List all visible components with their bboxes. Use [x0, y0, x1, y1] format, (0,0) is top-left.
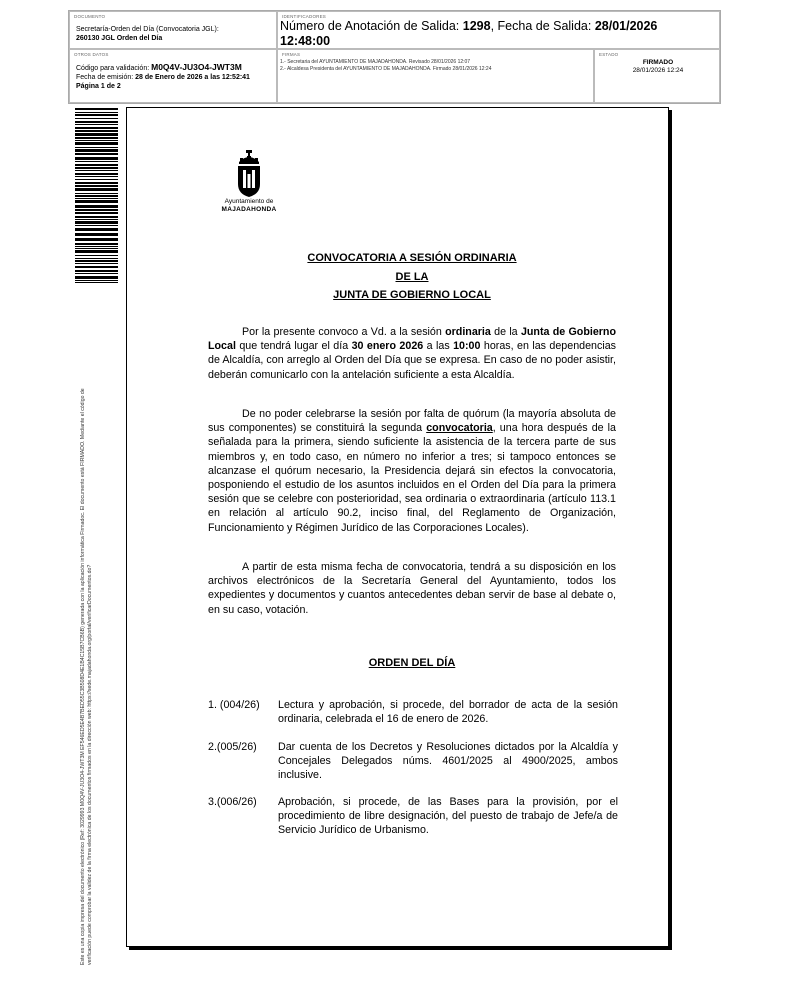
p1-text-e: que tendrá lugar el día [235, 340, 352, 353]
agenda-item-text: Lectura y aprobación, si procede, del borrador de acta de la sesión ordinaria, celebrada el 16 de enero de 2026. [278, 699, 618, 726]
anotacion-hora: 12:48:00 [280, 34, 331, 48]
p1-bold-junta: Junta de Gobierno Local [208, 326, 616, 353]
paragraph-1 [208, 325, 616, 382]
identificadores-cell [277, 11, 720, 49]
document-metadata-header [68, 10, 721, 104]
title-line3: JUNTA DE GOBIERNO LOCAL [333, 289, 491, 301]
anotacion-salida [280, 19, 700, 49]
codigo-value: M0Q4V-JU3O4-JWT3M [151, 62, 242, 72]
logo-line2: MAJADAHONDA [221, 205, 277, 213]
estado-value: FIRMADO [642, 59, 674, 66]
anotacion-fecha: 28/01/2026 [594, 19, 658, 33]
otros-datos-cell [69, 49, 277, 103]
p2-text-a: De no poder celebrarse la sesión por falta de quórum (la mayoría absoluta de sus componentes) se constituirá la segunda [208, 408, 616, 435]
estado-fecha: 28/01/2026 12:24 [632, 67, 684, 74]
p2-text-c: , una hora después de la señalada para la primera, siendo suficiente la asistencia de la tercera parte de sus miembros y, en todo caso, en número no inferior a tres; si tampoco entonces se alcanzase el quórum necesario, la Presidencia dejará sin efectos la convocatoria, posponiendo el estudio de los asuntos incluidos en el Orden del Día para la primera sesión que se celebre con posterioridad, sea ordinaria o extraordinaria (artículo 113.1 en relación al artículo 90.2, inciso final, del Reglamento de Organización, Funcionamiento y Régimen Jurídico de las Corporaciones Locales). [208, 422, 616, 534]
p1-bold-ordinaria: ordinaria [445, 326, 491, 338]
fecha-emision-label: Fecha de emisión: [76, 74, 136, 81]
codigo-validacion [76, 63, 242, 73]
paragraph-2 [208, 407, 616, 535]
agenda-item-number: 1. (004/26) [208, 699, 260, 711]
p2-bold-convocatoria: convocatoria [426, 422, 493, 435]
side-note-line1: Este es una copia impresa del documento electrónico (Ref: 3029993 M0Q4V-JU3O4-JWT3M EF546ED5E4B7BED55C3B508D4E1B4C15B7CB6B) generada con la aplicación informática Firmadoc. El documento está FIRMADO. Mediante el código de [80, 388, 86, 965]
agenda-item-number: 3.(006/26) [208, 796, 257, 808]
title-line2: DE LA [395, 270, 429, 283]
side-note-line2: verificación puede comprobar la validez de la firma electrónica de los documentos firmados en la dirección web: https://sede.majadahonda.org/portal/verificarDocumentos.do? [87, 564, 93, 965]
paragraph-3: A partir de esta misma fecha de convocatoria, tendrá a su disposición en los archivos electrónicos de la Secretaría General del Ayuntamiento, todos los expedientes y documentos y cuantos antecedentes deban servir de base al debate o, en su caso, votación. [208, 561, 616, 616]
p1-text-i: horas, en las dependencias de Alcaldía, con arreglo al Orden del Día que se expresa. En caso de no poder asistir, deberán comunicarlo con la antelación suficiente a esta Alcaldía. [208, 340, 616, 381]
estado-caption: ESTADO [599, 52, 619, 57]
barcode-icon [75, 108, 118, 283]
otros-caption: OTROS DATOS [74, 52, 109, 57]
firma-1: 1.- Secretaria del AYUNTAMIENTO DE MAJADAHONDA. Revisado 28/01/2026 12:07 [280, 59, 471, 65]
agenda-item-text: Dar cuenta de los Decretos y Resoluciones dictados por la Alcaldía y Concejales Delegados núms. 4601/2025 al 4900/2025, ambos inclusive. [278, 741, 618, 782]
anotacion-num: 1298 [462, 19, 491, 33]
coat-of-arms-icon [234, 150, 264, 198]
firmas-cell [277, 49, 594, 103]
fecha-emision [76, 73, 250, 82]
p1-text-c: de la [490, 326, 521, 338]
firmas-caption: FIRMAS [282, 52, 301, 57]
p1-text-g: a las [423, 340, 454, 353]
documento-caption: DOCUMENTO [74, 14, 106, 19]
identificadores-caption: IDENTIFICADORES [282, 14, 327, 19]
agenda-item-number: 2.(005/26) [208, 741, 257, 753]
fecha-emision-value: 28 de Enero de 2026 a las 12:52:41 [135, 74, 250, 81]
codigo-label: Código para validación: [76, 65, 152, 72]
document-title [208, 249, 616, 305]
side-verification-note [80, 300, 100, 965]
p1-text-a: Por la presente convoco a Vd. a la sesión [242, 326, 446, 338]
anotacion-prefix: Número de Anotación de Salida: [280, 19, 463, 33]
p1-bold-fecha: 30 enero 2026 [351, 340, 424, 353]
pagina: Página 1 de 2 [76, 83, 121, 90]
agenda-item-text: Aprobación, si procede, de las Bases para la provisión, por el procedimiento de libre designación, del puesto de trabajo de Jefe/a de Servicio Jurídico de Urbanismo. [278, 796, 618, 837]
documento-line1: Secretaría-Orden del Día (Convocatoria JGL): [76, 26, 219, 33]
documento-line2: 260130 JGL Orden del Día [76, 35, 163, 42]
documento-cell [69, 11, 277, 49]
orden-del-dia-heading: ORDEN DEL DÍA [368, 657, 456, 669]
logo-line1: Ayuntamiento de [224, 198, 274, 205]
municipal-logo [216, 150, 282, 222]
p1-bold-hora: 10:00 [453, 340, 481, 353]
firma-2: 2.- Alcaldesa Presidenta del AYUNTAMIENTO DE MAJADAHONDA. Firmado 28/01/2026 12:24 [280, 66, 492, 72]
anotacion-mid: , Fecha de Salida: [490, 19, 595, 33]
estado-cell [594, 49, 720, 103]
title-line1: CONVOCATORIA A SESIÓN ORDINARIA [307, 252, 517, 264]
